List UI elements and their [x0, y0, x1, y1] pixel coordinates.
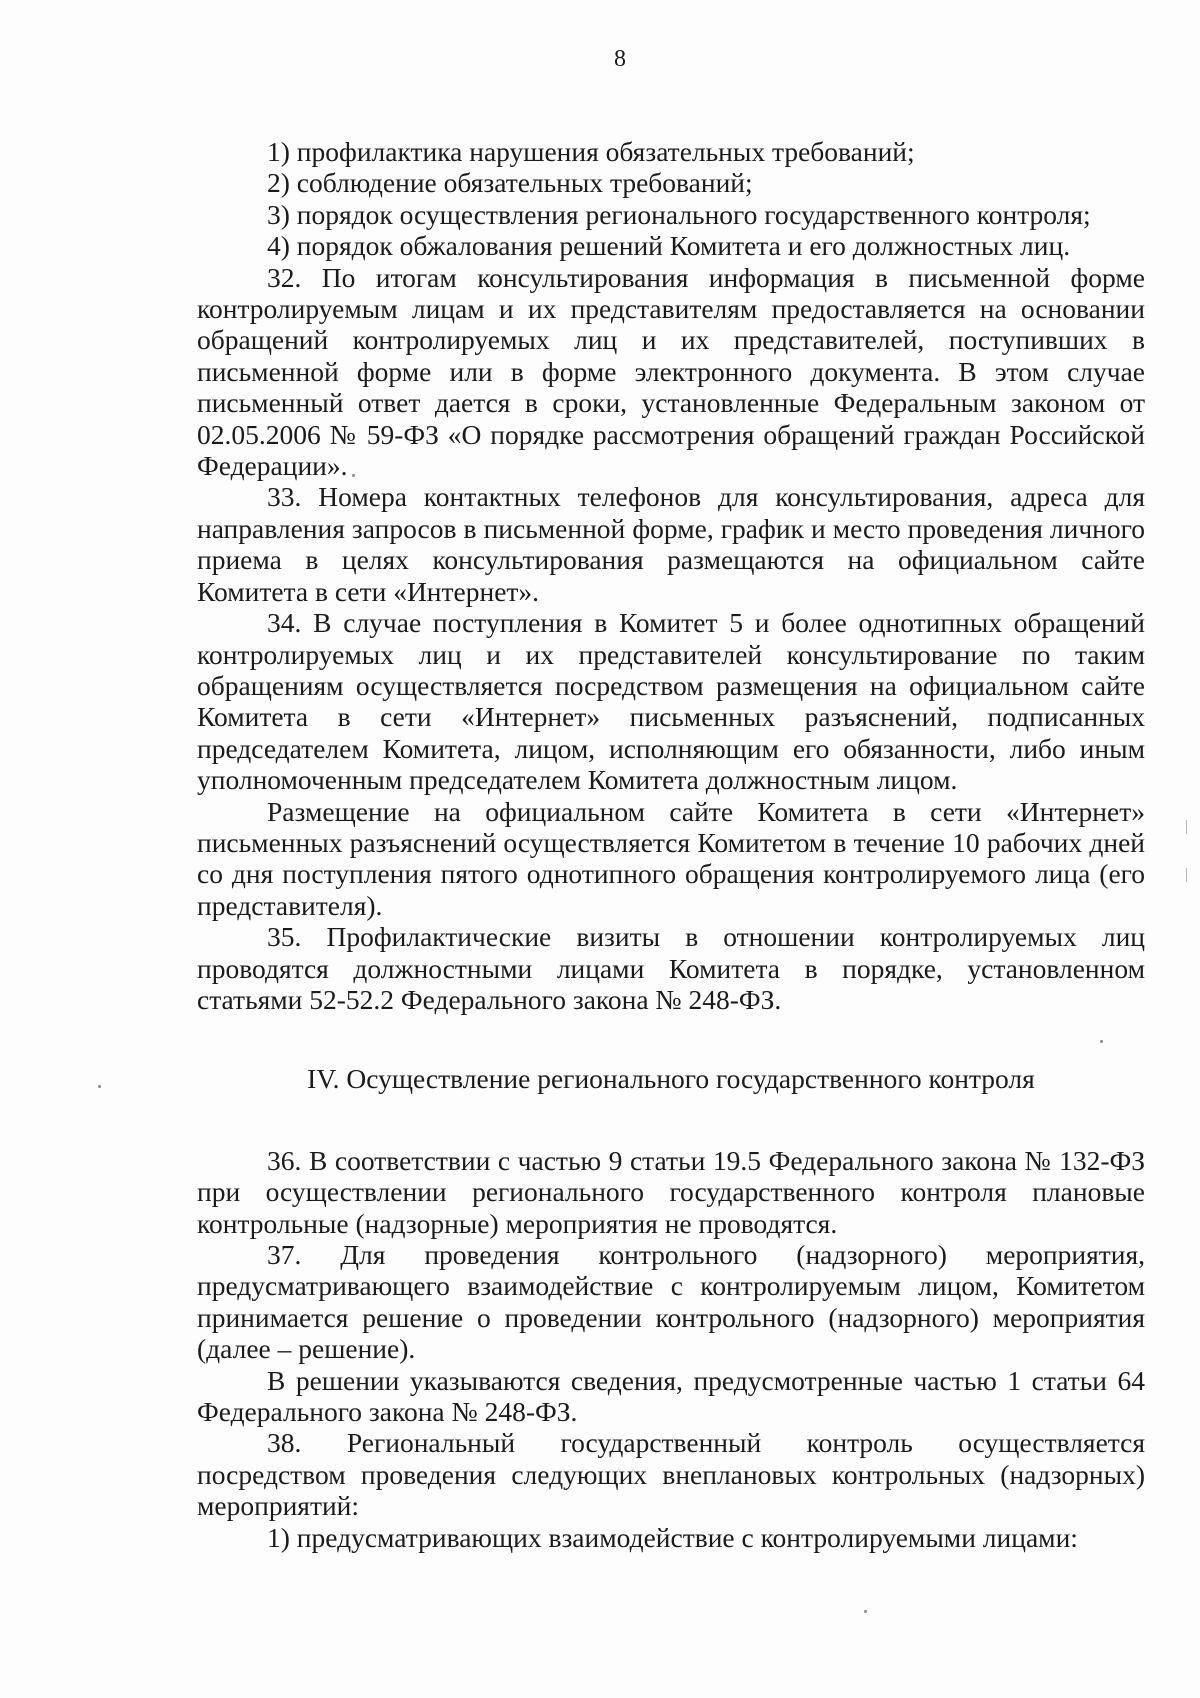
document-body: [197, 136, 1145, 1553]
clause-38: 38. Региональный государственный контроль осуществляется посредством проведения следующих внеплановых контрольных (надзорных) мероприятий:: [197, 1427, 1145, 1522]
scan-mark: [1186, 868, 1187, 882]
section-heading: IV. Осуществление регионального государственного контроля: [307, 1063, 1035, 1095]
clause-34-placement: Размещение на официальном сайте Комитета в сети «Интернет» письменных разъяснений осуществляется Комитетом в течение 10 рабочих дней со дня поступления пятого однотипного обращения контролируемого лица (его представителя).: [197, 795, 1145, 921]
list-item-3: 3) порядок осуществления регионального государственного контроля;: [267, 198, 1091, 230]
scan-speck: [98, 1085, 101, 1088]
clause-37: 37. Для проведения контрольного (надзорного) мероприятия, предусматривающего взаимодействие с контролируемым лицом, Комитетом принимается решение о проведении контрольного (надзорного) мероприятия (далее – решение).: [197, 1239, 1145, 1365]
clause-35: 35. Профилактические визиты в отношении контролируемых лиц проводятся должностными лицами Комитета в порядке, установленном статьями 52-52.2 Федерального закона № 248-ФЗ.: [197, 921, 1145, 1015]
clause-36: 36. В соответствии с частью 9 статьи 19.5 Федерального закона № 132-ФЗ при осуществлении регионального государственного контроля плановые контрольные (надзорные) мероприятия не проводятся.: [197, 1144, 1145, 1239]
scan-speck: [1100, 1040, 1103, 1043]
scan-speck: [864, 1610, 867, 1613]
scan-speck: [352, 474, 355, 477]
clause-38-item-1: 1) предусматривающих взаимодействие с контролируемыми лицами:: [267, 1521, 1078, 1553]
clause-33: 33. Номера контактных телефонов для консультирования, адреса для направления запросов в письменной форме, график и место проведения личного приема в целях консультирования размещаются на официальном сайте Комитета в сети «Интернет».: [197, 481, 1145, 607]
list-item-4: 4) порядок обжалования решений Комитета и его должностных лиц.: [267, 230, 1071, 262]
list-item-1: 1) профилактика нарушения обязательных требований;: [267, 136, 915, 167]
clause-37-decision-info: В решении указываются сведения, предусмотренные частью 1 статьи 64 Федерального закона № 248-ФЗ.: [197, 1364, 1145, 1428]
clause-34: 34. В случае поступления в Комитет 5 и более однотипных обращений контролируемых лиц и их представителей консультирование по таким обращениям осуществляется посредством размещения на официальном сайте Комитета в сети «Интернет» письменных разъяснений, подписанных председателем Комитета, лицом, исполняющим его обязанности, либо иным уполномоченным председателем Комитета должностным лицом.: [197, 607, 1145, 796]
scan-mark: [1186, 820, 1187, 834]
list-item-2: 2) соблюдение обязательных требований;: [267, 167, 753, 199]
page-number: 8: [614, 46, 626, 72]
clause-32: 32. По итогам консультирования информация в письменной форме контролируемым лицам и их представителям предоставляется на основании обращений контролируемых лиц и их представителей, поступивших в письменной форме или в форме электронного документа. В этом случае письменный ответ дается в сроки, установленные Федеральным законом от 02.05.2006 № 59-ФЗ «О порядке рассмотрения обращений граждан Российской Федерации».: [197, 261, 1145, 482]
